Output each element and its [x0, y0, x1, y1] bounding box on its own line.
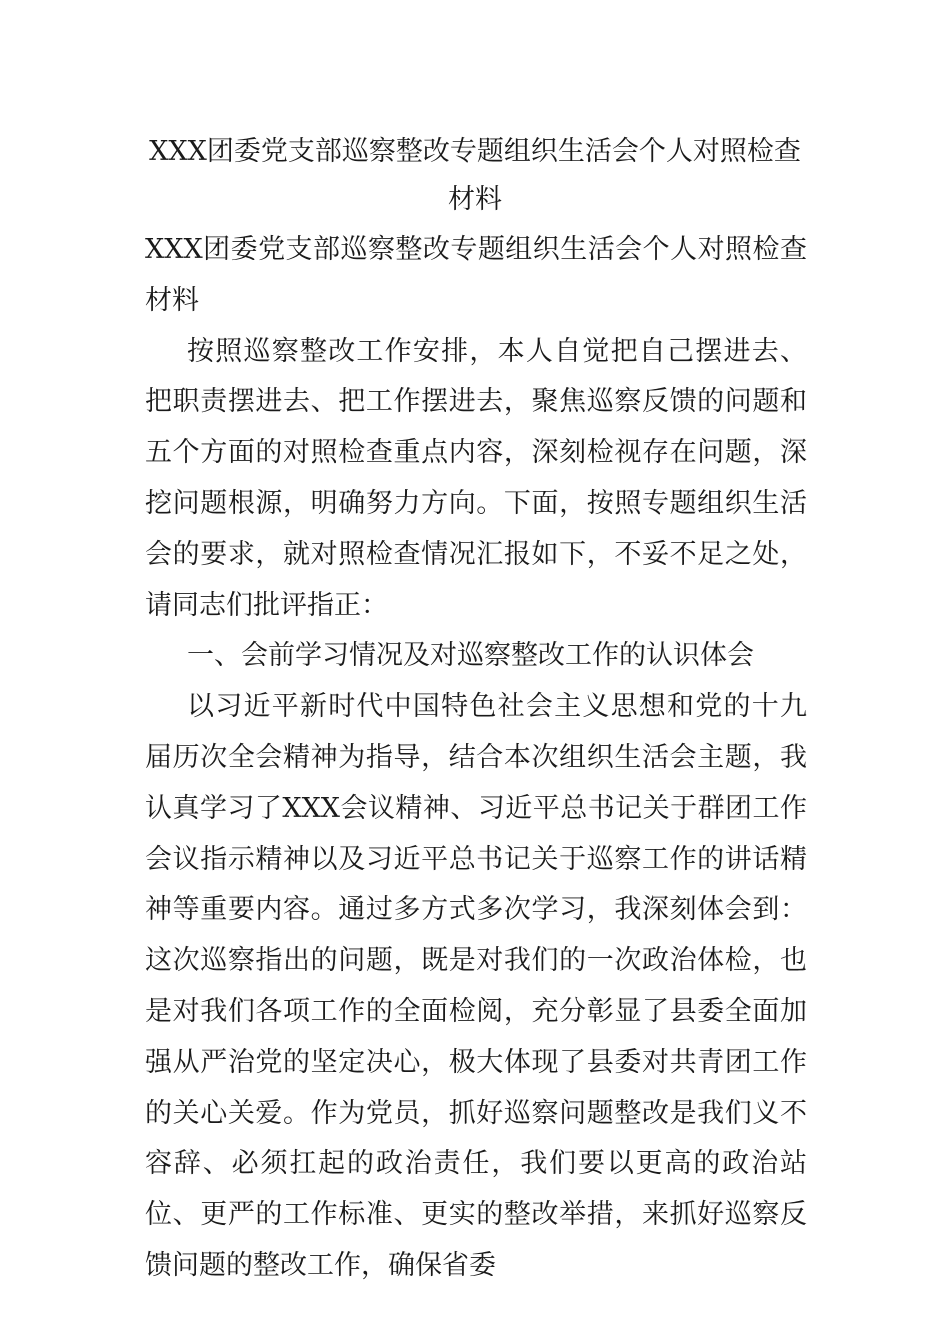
intro-paragraph: 按照巡察整改工作安排，本人自觉把自己摆进去、把职责摆进去、把工作摆进去，聚焦巡察反馈的问题和五个方面的对照检查重点内容，深刻检视存在问题，深挖问题根源，明确努力方向。下面，按照专题组织生活会的要求，就对照检查情况汇报如下，不妥不足之处，请同志们批评指正： — [145, 335, 807, 621]
document-body — [145, 225, 807, 1292]
body-paragraph: 以习近平新时代中国特色社会主义思想和党的十九届历次全会精神为指导，结合本次组织生活会主题，我认真学习了XXX会议精神、习近平总书记关于群团工作会议指示精神以及习近平总书记关于巡察工作的讲话精神等重要内容。通过多方式多次学习，我深刻体会到：这次巡察指出的问题，既是对我们的一次政治体检，也是对我们各项工作的全面检阅，充分彰显了县委全面加强从严治党的坚定决心，极大体现了县委对共青团工作的关心关爱。作为党员，抓好巡察问题整改是我们义不容辞、必须扛起的政治责任，我们要以更高的政治站位、更严的工作标准、更实的整改举措，来抓好巡察反馈问题的整改工作，确保省委 — [145, 691, 807, 1281]
document-subtitle: XXX团委党支部巡察整改专题组织生活会个人对照检查材料 — [145, 234, 807, 316]
document-title: XXX团委党支部巡察整改专题组织生活会个人对照检查材料 — [149, 136, 801, 215]
section-heading-1: 一、会前学习情况及对巡察整改工作的认识体会 — [187, 640, 754, 672]
